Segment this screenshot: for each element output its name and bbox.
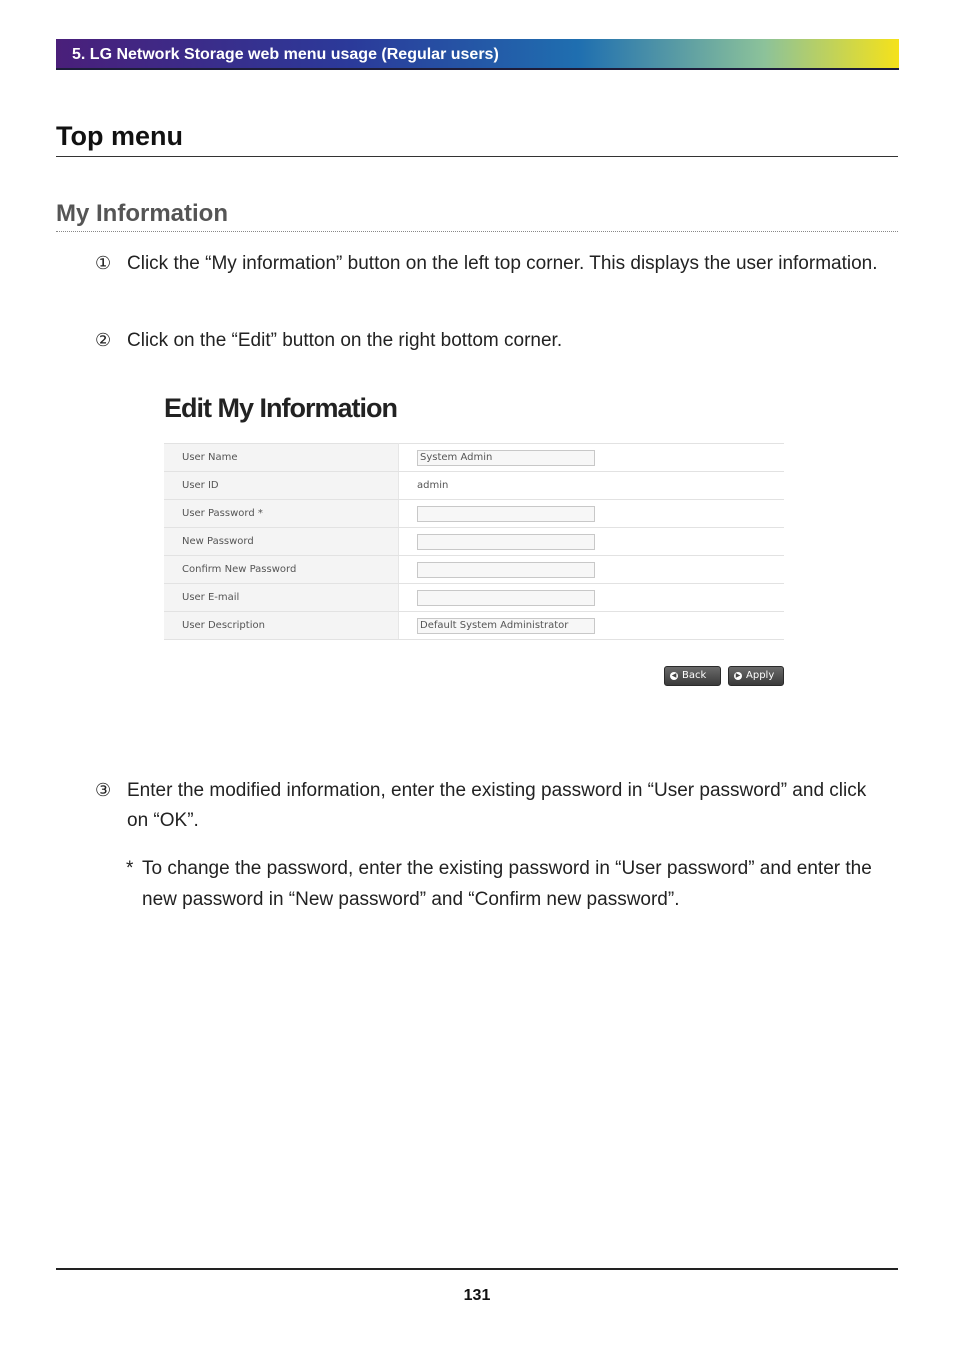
form-row-user-name: [164, 444, 784, 472]
apply-button-label: Apply: [746, 670, 775, 681]
chapter-label: 5. LG Network Storage web menu usage (Regular users): [72, 46, 499, 63]
step-text: Click the “My information” button on the left top corner. This displays the user information.: [127, 253, 878, 274]
field-label: User Password *: [164, 500, 399, 528]
user-email-input[interactable]: [417, 590, 595, 606]
back-button[interactable]: [664, 666, 721, 686]
field-label: User Name: [164, 444, 399, 472]
field-label: User Description: [164, 612, 399, 640]
edit-my-information-title: Edit My Information: [164, 393, 397, 423]
note-text: To change the password, enter the existing password in “User password” and enter the new password in “New password” and “Confirm new password”.: [142, 858, 872, 910]
subsection-title: My Information: [56, 200, 228, 227]
form-row-user-email: [164, 584, 784, 612]
arrow-circle-icon: ◀: [671, 672, 677, 679]
field-label: User E-mail: [164, 584, 399, 612]
field-label: Confirm New Password: [164, 556, 399, 584]
form-row-confirm-password: [164, 556, 784, 584]
confirm-password-input[interactable]: [417, 562, 595, 578]
step-1: [95, 249, 885, 279]
note-asterisk: *: [126, 858, 134, 879]
user-password-input[interactable]: [417, 506, 595, 522]
field-label: New Password: [164, 528, 399, 556]
step-number: ①: [95, 253, 112, 274]
back-button-label: Back: [682, 670, 707, 681]
section-title-divider: [56, 156, 898, 157]
password-note: [126, 853, 896, 915]
user-id-value: admin: [399, 472, 785, 500]
page-number: 131: [463, 1287, 491, 1304]
footer-divider: [56, 1268, 898, 1270]
chapter-header-bar: [56, 39, 899, 70]
edit-info-form: [164, 443, 784, 640]
step-number: ③: [95, 780, 112, 801]
arrow-circle-icon: ▶: [735, 672, 741, 679]
user-description-input[interactable]: Default System Administrator: [417, 618, 595, 634]
section-title: Top menu: [56, 121, 183, 151]
field-label: User ID: [164, 472, 399, 500]
user-name-input[interactable]: System Admin: [417, 450, 595, 466]
form-row-new-password: [164, 528, 784, 556]
form-row-user-id: [164, 472, 784, 500]
form-row-user-description: [164, 612, 784, 640]
step-text: Click on the “Edit” button on the right bottom corner.: [127, 330, 563, 351]
new-password-input[interactable]: [417, 534, 595, 550]
step-3: [95, 776, 885, 836]
apply-button[interactable]: [728, 666, 784, 686]
subsection-divider: [56, 231, 898, 232]
step-number: ②: [95, 330, 112, 351]
step-2: [95, 326, 885, 356]
step-text: Enter the modified information, enter the existing password in “User password” and click on “OK”.: [127, 780, 867, 831]
form-row-user-password: [164, 500, 784, 528]
